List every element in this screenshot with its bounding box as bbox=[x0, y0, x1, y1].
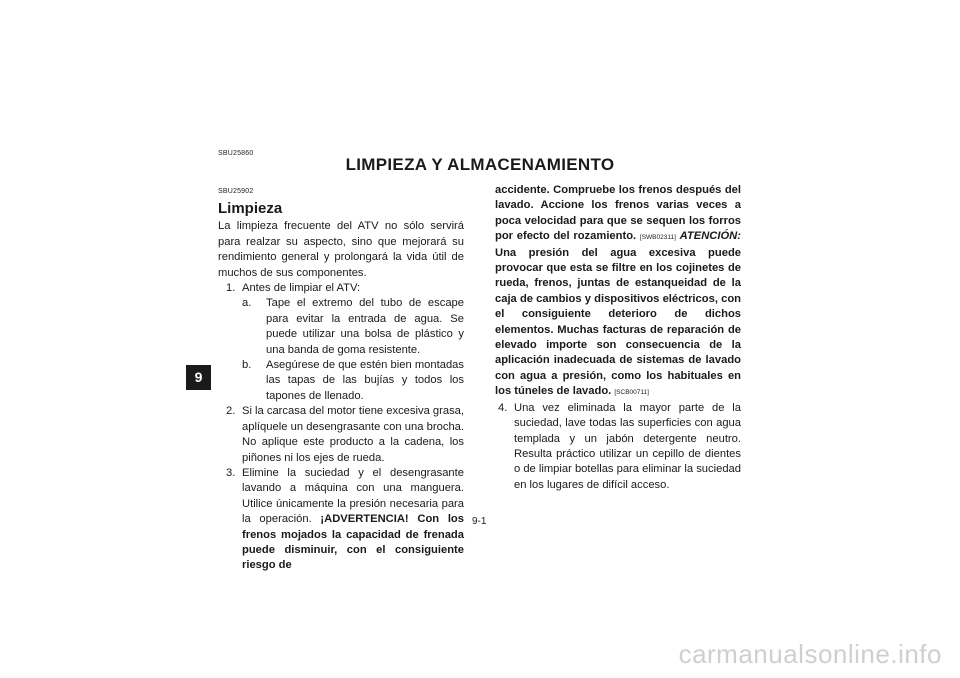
substep-text: Tape el extremo del tubo de escape para evitar la entrada de agua. Se puede utilizar una bolsa de plástico y una banda de goma resistente. bbox=[266, 297, 464, 356]
step-text: Antes de limpiar el ATV: bbox=[242, 282, 361, 295]
substep-text: Asegúrese de que estén bien montadas las tapas de las bujías y todos los tapones de llenado. bbox=[266, 359, 464, 402]
page-number: 9-1 bbox=[472, 516, 487, 527]
watermark: carmanualsonline.info bbox=[678, 639, 942, 669]
step-1 bbox=[218, 281, 464, 296]
attention-code: [SCB00711] bbox=[614, 389, 649, 397]
warning-code: [SWB02311] bbox=[639, 234, 676, 242]
substep-a bbox=[218, 296, 464, 358]
section-heading: Limpieza bbox=[218, 200, 283, 218]
step-text: Si la carcasa del motor tiene excesiva grasa, aplíquele un desengrasante con una brocha. No aplique este producto a la cadena, los piñones ni los ejes de rueda. bbox=[242, 405, 464, 464]
warning-continuation bbox=[495, 183, 741, 401]
step-number: 4. bbox=[498, 401, 508, 414]
step-text: Elimine la suciedad y el desengrasante lavando a máquina con una manguera. Utilice únicamente la presión necesaria para la operación. bbox=[242, 466, 464, 526]
step-4 bbox=[495, 401, 741, 493]
attention-label: ATENCIÓN: bbox=[679, 230, 741, 243]
step-number: 1. bbox=[226, 282, 236, 295]
step-text: Una vez eliminada la mayor parte de la suciedad, lave todas las superficies con agua templada y un jabón detergente neutro. Resulta práctico utilizar un cepillo de dientes o de limpiar botellas para eliminar la suciedad en los lugares de difícil acceso. bbox=[514, 401, 741, 491]
intro-paragraph: La limpieza frecuente del ATV no sólo servirá para realzar su aspecto, sino que mejorará su rendimiento general y prolongará la vida útil de muchos de sus componentes. bbox=[218, 220, 464, 279]
attention-text: Una presión del agua excesiva puede provocar que esta se filtre en los cojinetes de rueda, frenos, juntas de estanqueidad de la caja de cambios y dispositivos eléctricos, con el consiguiente deterioro de dichos elementos. Muchas facturas de reparación de elevado importe son consecuencia de la aplicación inadecuada de sistemas de lavado con agua a presión, como los habituales en los túneles de lavado. bbox=[495, 246, 741, 398]
substep-letter: a. bbox=[242, 297, 252, 310]
substep-letter: b. bbox=[242, 359, 252, 372]
page-title: LIMPIEZA Y ALMACENAMIENTO bbox=[345, 155, 615, 174]
step-number: 3. bbox=[226, 466, 236, 479]
step-number: 2. bbox=[226, 405, 236, 418]
section-code: SBU25902 bbox=[218, 188, 254, 195]
step-2 bbox=[218, 404, 464, 466]
right-column bbox=[495, 183, 741, 493]
step-3 bbox=[218, 466, 464, 574]
warning-cont-text: accidente. Compruebe los frenos después del lavado. Accione los frenos varias veces a poca velocidad para que se sequen los forros por efecto del rozamiento. bbox=[495, 184, 741, 243]
warning-text: ¡ADVERTENCIA! Con los frenos mojados la capacidad de frenada puede disminuir, con el consiguiente riesgo de bbox=[242, 513, 464, 572]
chapter-tab[interactable]: 9 bbox=[186, 365, 211, 390]
section-code-top: SBU25860 bbox=[218, 150, 254, 157]
substep-b bbox=[218, 358, 464, 404]
left-column bbox=[218, 184, 464, 574]
